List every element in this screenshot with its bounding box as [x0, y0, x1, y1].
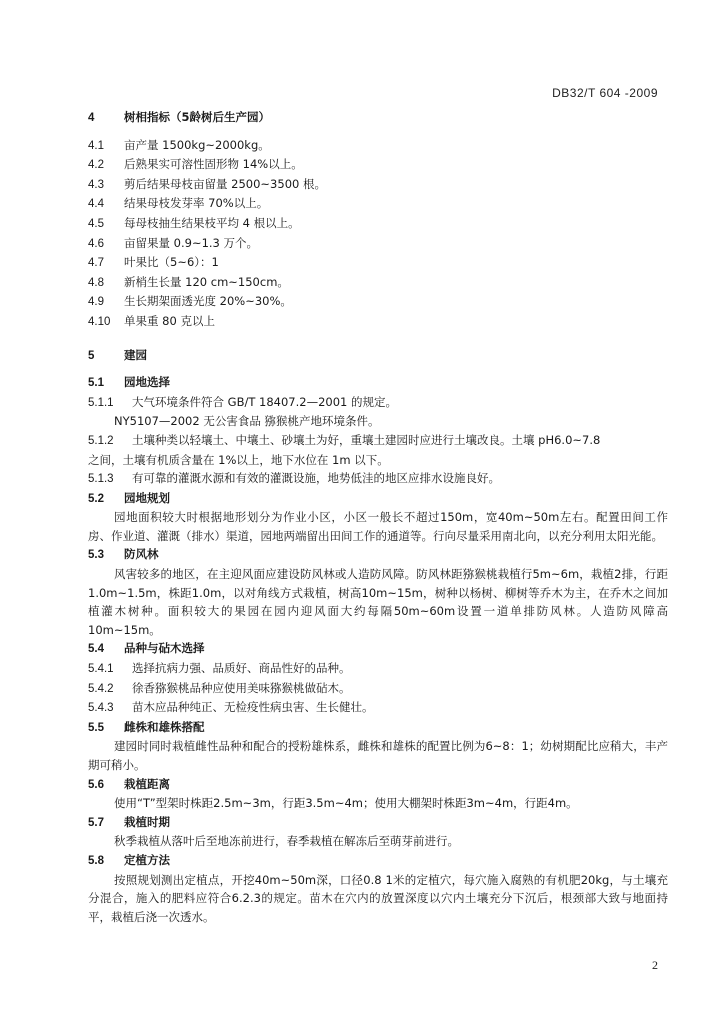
clause-number: 5.4.2 [88, 682, 114, 695]
clause-5-2-heading [88, 489, 668, 509]
clause-5-4-heading [88, 639, 668, 659]
clause-text: 每母枝抽生结果枝平均 4 根以上。 [124, 215, 300, 230]
clause-text: 苗木应品种纯正、无检疫性病虫害、生长健壮。 [132, 700, 374, 715]
clause-5-4-1 [88, 659, 668, 679]
clause-number: 5.7 [88, 816, 104, 829]
clause-number: 5.5 [88, 721, 104, 734]
clause-4-5 [88, 214, 668, 234]
clause-text: 新梢生长量 120 cm~150cm。 [124, 274, 289, 289]
clause-text: 单果重 80 克以上 [124, 313, 215, 328]
clause-5-1-1 [88, 393, 668, 413]
section-number: 5 [88, 349, 95, 362]
clause-text: 大气环境条件符合 GB/T 18407.2—2001 的规定。 [132, 394, 397, 409]
clause-4-1 [88, 136, 668, 156]
clause-4-8 [88, 273, 668, 293]
clause-5-1-1-cont: NY5107—2002 无公害食品 猕猴桃产地环境条件。 [114, 414, 380, 429]
clause-number: 5.1 [88, 377, 104, 390]
clause-4-10 [88, 312, 668, 332]
clause-number: 5.1.2 [88, 434, 114, 447]
clause-number: 4.10 [88, 315, 111, 328]
section-5-heading [88, 346, 668, 366]
section-title: 建园 [124, 347, 147, 362]
clause-5-1-heading [88, 373, 668, 393]
clause-5-4-2 [88, 679, 668, 699]
clause-4-7 [88, 253, 668, 273]
clause-text: 亩产量 1500kg~2000kg。 [124, 137, 270, 152]
clause-number: 5.1.1 [88, 396, 114, 409]
section-number: 4 [88, 112, 95, 124]
clause-title: 园地规划 [124, 490, 170, 505]
clause-text: 后熟果实可溶性固形物 14%以上。 [124, 157, 303, 172]
clause-title: 栽植时期 [124, 814, 170, 829]
clause-5-5-paragraph: 建园时同时栽植雌性品种和配合的授粉雄株系，雌株和雄株的配置比例为6~8：1；幼树期配比应稍大，丰产期可稍小。 [88, 739, 668, 772]
clause-text: 结果母枝发芽率 70%以上。 [124, 196, 269, 211]
clause-number: 5.4 [88, 643, 104, 656]
clause-5-1-2 [88, 431, 668, 451]
clause-5-8-heading [88, 851, 668, 871]
clause-text: 生长期架面透光度 20%~30%。 [124, 294, 292, 309]
clause-text: 剪后结果母枝亩留量 2500~3500 根。 [124, 176, 326, 191]
clause-text: 徐香猕猴桃品种应使用美味猕猴桃做砧木。 [132, 680, 351, 695]
clause-5-6-paragraph: 使用“T”型架时株距2.5m~3m，行距3.5m~4m；使用大棚架时株距3m~4m，行距4m。 [114, 796, 578, 811]
section-title: 树相指标（5龄树后生产园） [124, 110, 271, 124]
clause-number: 5.6 [88, 778, 104, 791]
clause-number: 4.2 [88, 159, 104, 172]
clause-4-3 [88, 175, 668, 195]
clause-title: 防风林 [124, 547, 159, 562]
clause-5-5-heading [88, 718, 668, 738]
clause-4-2 [88, 155, 668, 175]
clause-5-7-paragraph: 秋季栽植从落叶后至地冻前进行，春季栽植在解冻后至萌芽前进行。 [114, 834, 459, 849]
clause-5-7-heading [88, 813, 668, 833]
clause-text: 有可靠的灌溉水源和有效的灌溉设施，地势低洼的地区应排水设施良好。 [132, 471, 500, 486]
clause-number: 4.3 [88, 178, 104, 191]
clause-5-2-paragraph: 园地面积较大时根据地形划分为作业小区，小区一般长不超过150m，宽40m~50m左右。配置田间工作房、作业道、灌溉（排水）渠道，园地两端留出田间工作的通道等。行向尽量采用南北向，以充分利用太阳光能。 [88, 510, 668, 543]
clause-4-9 [88, 292, 668, 312]
clause-number: 4.6 [88, 237, 104, 250]
page-number: 2 [652, 958, 658, 972]
clause-number: 4.8 [88, 276, 104, 289]
clause-5-3-paragraph: 风害较多的地区，在主迎风面应建设防风林或人造防风障。防风林距猕猴桃栽植行5m~6m，栽植2排，行距1.0m~1.5m，株距1.0m，以对角线方式栽植，树高10m~15m，树种以杨树、柳树等乔木为主，在乔木之间加植灌木树种。面积较大的果园在园内迎风面大约每隔50m~60m设置一道单排防风林。人造防风障高10m~15m。 [88, 567, 668, 637]
clause-number: 4.4 [88, 198, 104, 211]
clause-number: 5.4.1 [88, 663, 114, 676]
clause-title: 园地选择 [124, 375, 170, 390]
clause-number: 5.2 [88, 492, 104, 505]
clause-number: 5.1.3 [88, 473, 114, 486]
clause-number: 5.3 [88, 549, 104, 562]
clause-number: 4.1 [88, 139, 104, 152]
clause-text: 选择抗病力强、品质好、商品性好的品种。 [132, 661, 351, 676]
clause-5-6-heading [88, 775, 668, 795]
document-code: DB32/T 604 -2009 [552, 86, 658, 100]
clause-number: 5.4.3 [88, 702, 114, 715]
clause-title: 品种与砧木选择 [124, 641, 205, 656]
clause-number: 4.9 [88, 296, 104, 309]
clause-text: 亩留果量 0.9~1.3 万个。 [124, 235, 259, 250]
clause-5-4-3 [88, 698, 668, 718]
clause-4-6 [88, 234, 668, 254]
clause-text: 叶果比（5~6）：1 [124, 255, 219, 270]
clause-number: 4.5 [88, 217, 104, 230]
clause-number: 4.7 [88, 257, 104, 270]
clause-5-3-heading [88, 545, 668, 565]
clause-number: 5.8 [88, 854, 104, 867]
document-body [88, 108, 668, 926]
clause-5-1-2-cont: 之间，土壤有机质含量在 1%以上，地下水位在 1m 以下。 [88, 452, 389, 467]
clause-5-8-paragraph: 按照规划测出定植点，开挖40m~50m深，口径0.8 1米的定植穴，每穴施入腐熟的有机肥20kg，与土壤充分混合，施入的肥料应符合6.2.3的规定。苗木在穴内的放置深度以穴内土壤充分下沉后，根颈部大致与地面持平，栽植后浇一次透水。 [88, 872, 668, 924]
section-4-heading [88, 108, 668, 128]
clause-title: 栽植距离 [124, 776, 170, 791]
clause-text: 土壤种类以轻壤土、中壤土、砂壤土为好，重壤土建园时应进行土壤改良。土壤 pH6.0~7.8 [132, 432, 601, 447]
clause-5-1-3 [88, 469, 668, 489]
clause-title: 雌株和雄株搭配 [124, 719, 205, 734]
clause-4-4 [88, 194, 668, 214]
clause-title: 定植方法 [124, 852, 170, 867]
